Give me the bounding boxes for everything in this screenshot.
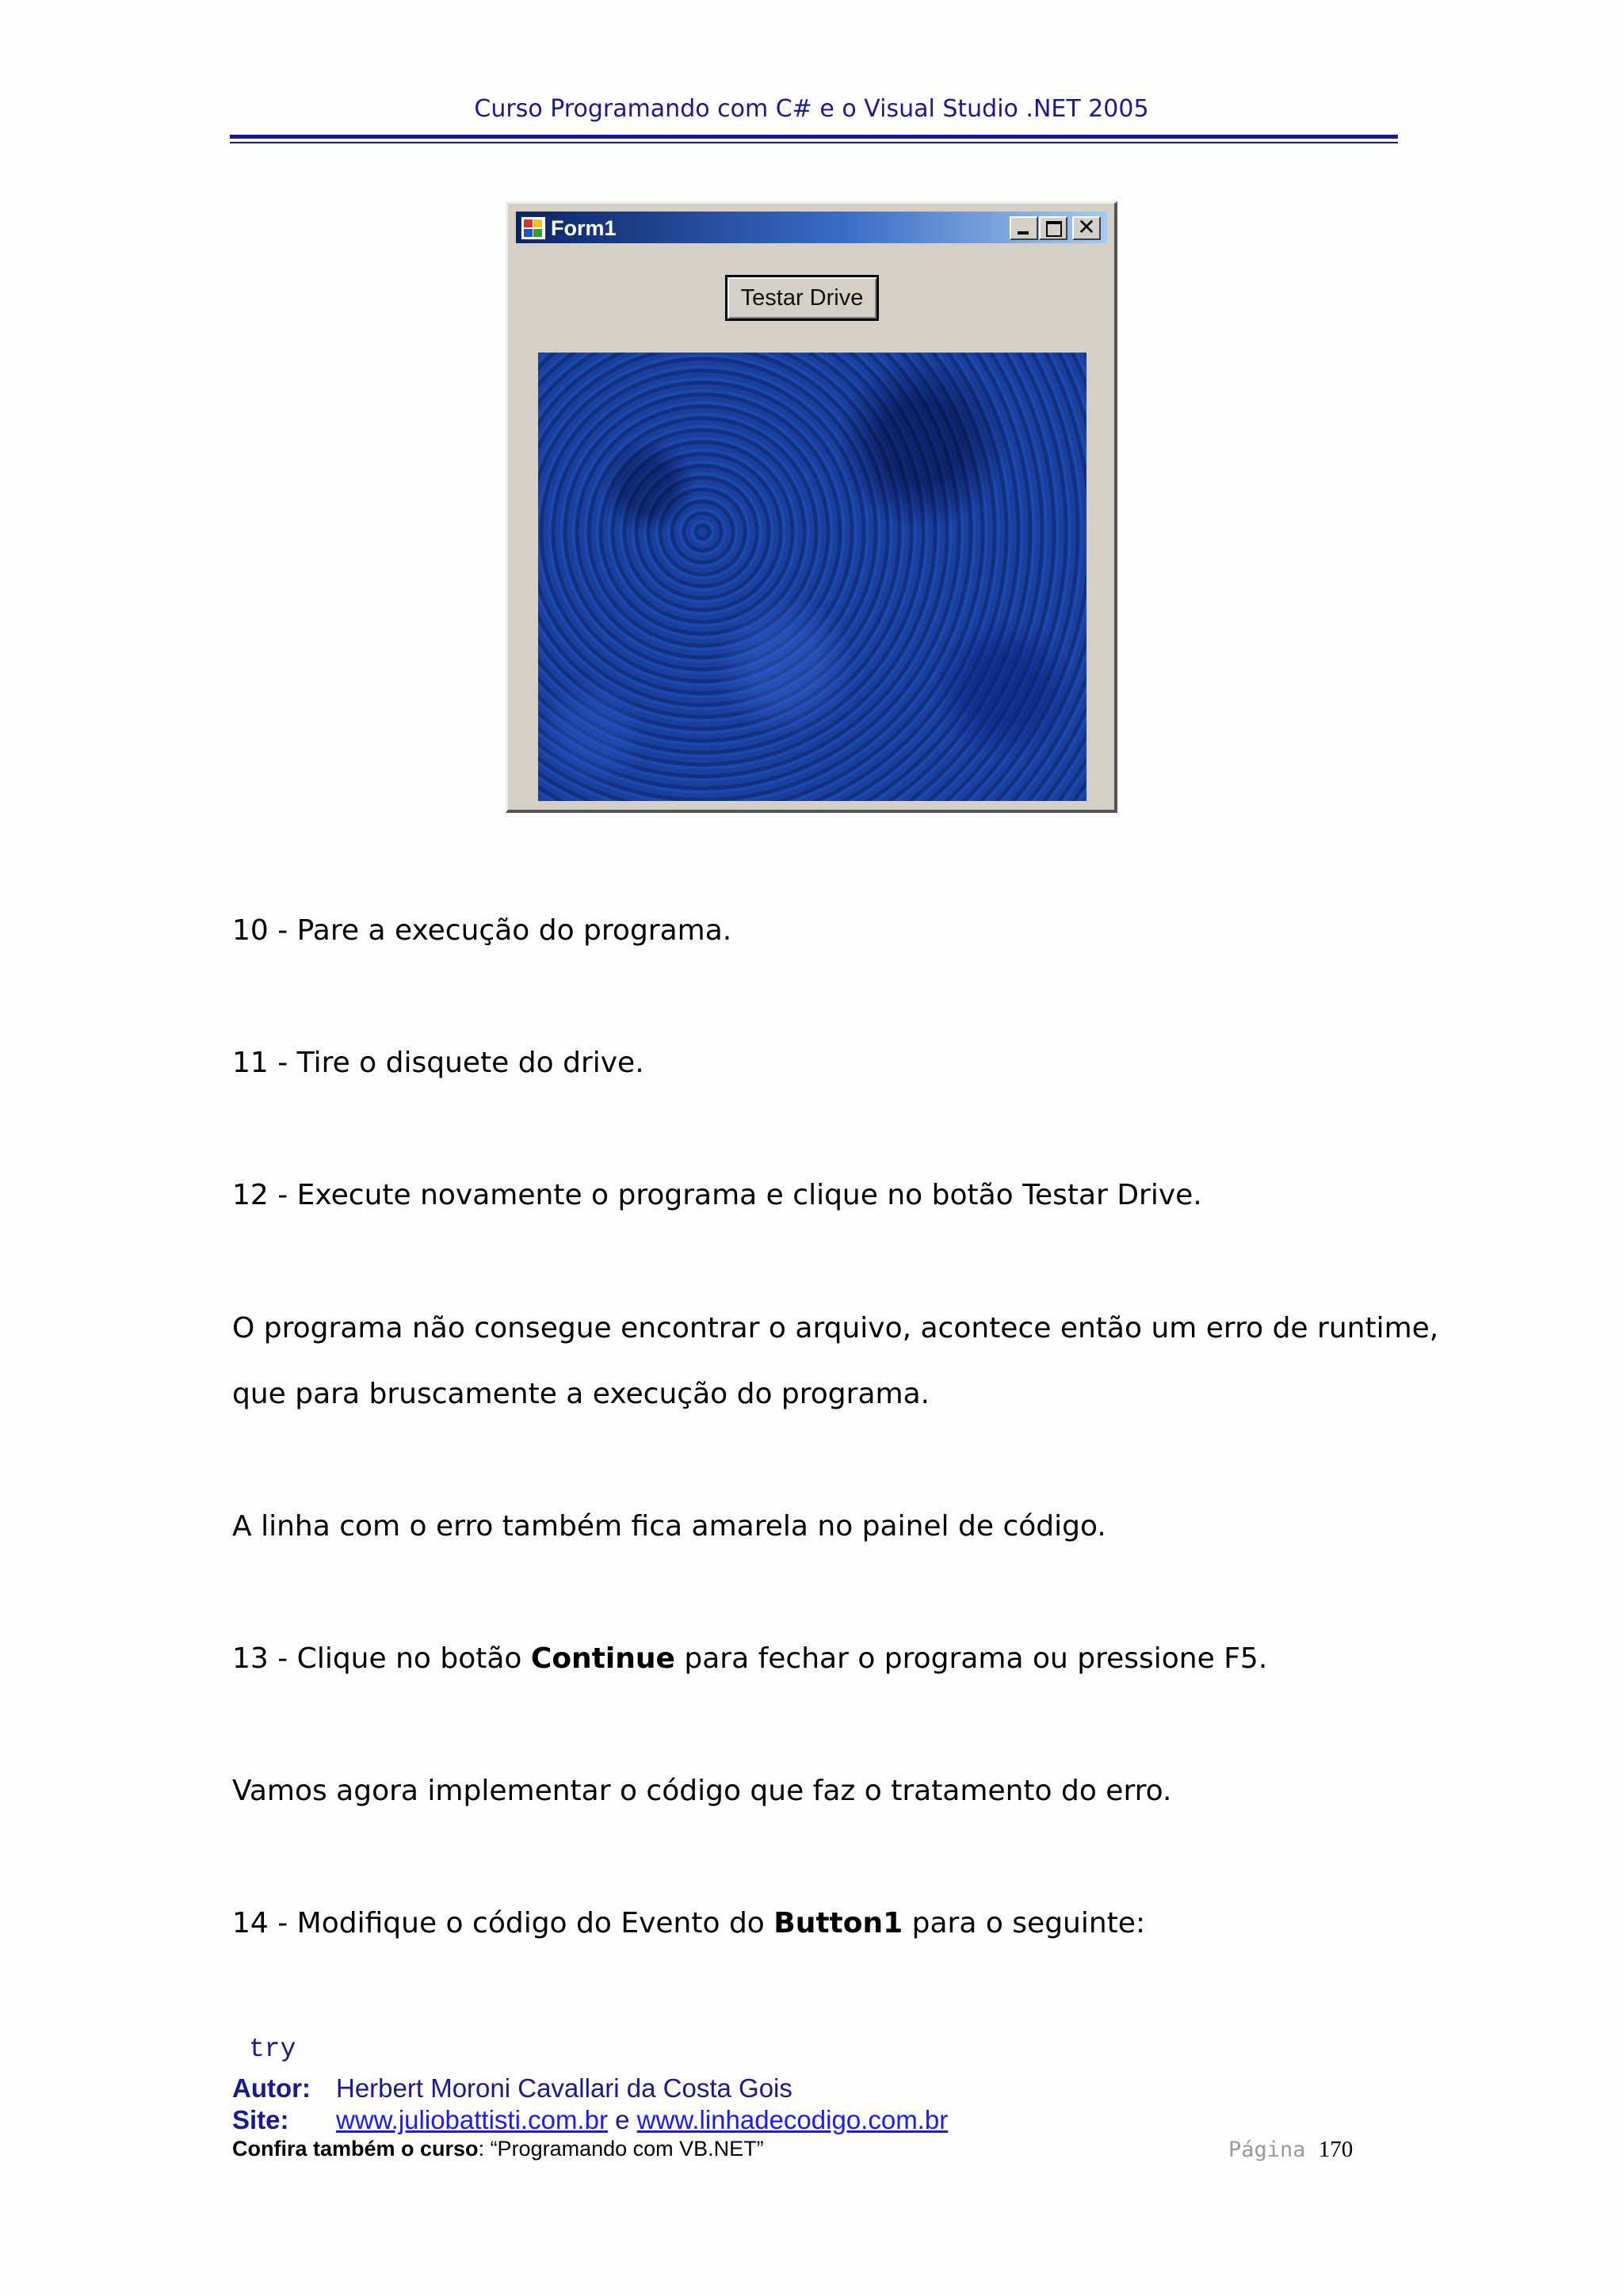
continue-bold: Continue xyxy=(530,1642,675,1675)
window-title: Form1 xyxy=(551,216,617,240)
form-app-icon xyxy=(521,216,546,240)
runtime-error-text-line1: O programa não consegue encontrar o arquivo, acontece então um erro de runtime, xyxy=(232,1312,1439,1344)
site-links: www.juliobattisti.com.br e www.linhadecodigo.com.br xyxy=(336,2105,949,2134)
juliobattisti-link[interactable]: www.juliobattisti.com.br xyxy=(336,2105,608,2134)
step-11-text: 11 - Tire o disquete do drive. xyxy=(232,1047,644,1079)
implement-text: Vamos agora implementar o código que faz o tratamento do erro. xyxy=(232,1775,1172,1807)
step-12-text: 12 - Execute novamente o programa e clique no botão Testar Drive. xyxy=(232,1179,1202,1211)
form1-window-screenshot xyxy=(506,201,1117,813)
step-10-text: 10 - Pare a execução do programa. xyxy=(232,914,732,947)
autor-label: Autor: xyxy=(232,2073,311,2103)
testar-drive-button[interactable]: Testar Drive xyxy=(725,275,879,321)
header-title: Curso Programando com C# e o Visual Studio .NET 2005 xyxy=(474,95,1149,123)
window-titlebar xyxy=(516,212,1107,243)
close-icon[interactable]: ✕ xyxy=(1072,216,1101,240)
confira-curso-text: Confira também o curso: “Programando com VB.NET” xyxy=(232,2137,764,2161)
site-label: Site: xyxy=(232,2105,289,2134)
header-rule xyxy=(230,135,1398,139)
linhadecodigo-link[interactable]: www.linhadecodigo.com.br xyxy=(636,2105,949,2134)
runtime-error-text-line2: que para bruscamente a execução do programa. xyxy=(232,1378,930,1410)
autor-value: Herbert Moroni Cavallari da Costa Gois xyxy=(336,2073,792,2103)
maximize-icon[interactable] xyxy=(1039,216,1067,240)
minimize-icon[interactable] xyxy=(1010,216,1038,240)
picture-box-image xyxy=(538,353,1086,801)
yellow-line-text: A linha com o erro também fica amarela no painel de código. xyxy=(232,1510,1106,1543)
button1-bold: Button1 xyxy=(773,1907,903,1939)
page-number: Página 170 xyxy=(1228,2137,1354,2162)
header-rule-thin xyxy=(230,142,1398,143)
code-line-try: try xyxy=(249,2035,296,2064)
step-14-text: 14 - Modifique o código do Evento do Button1 para o seguinte: xyxy=(232,1907,1146,1939)
step-13-text: 13 - Clique no botão Continue para fechar o programa ou pressione F5. xyxy=(232,1642,1268,1675)
